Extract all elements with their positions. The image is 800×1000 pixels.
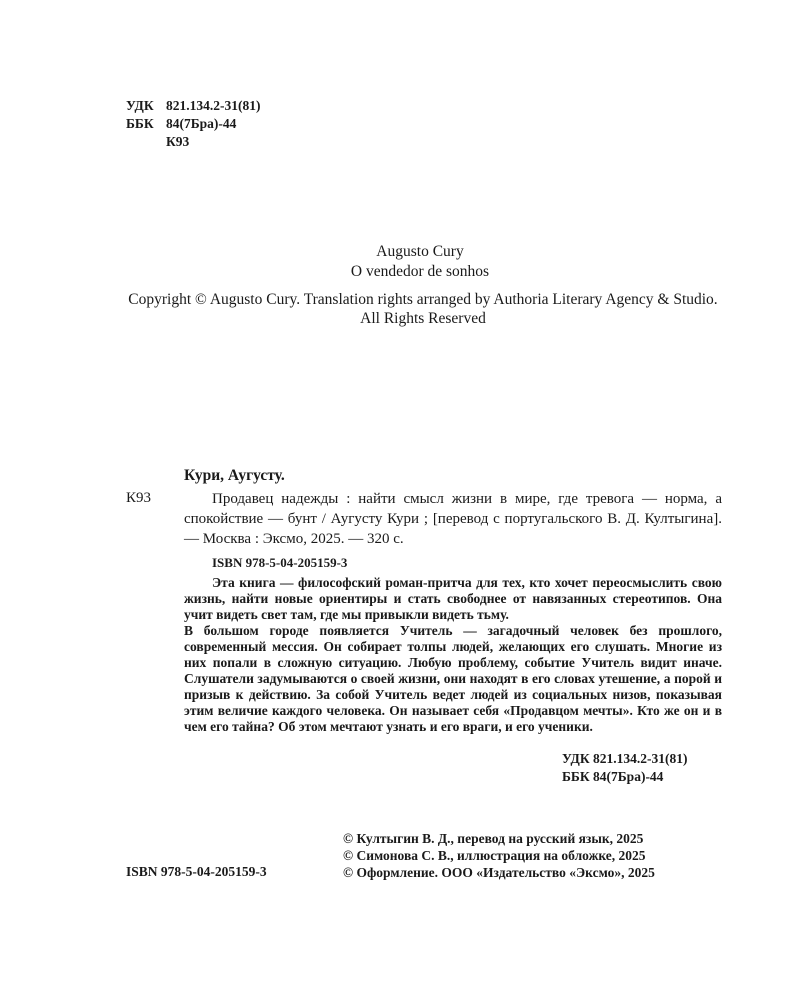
udk-label: УДК — [126, 98, 154, 113]
original-title: O vendedor de sonhos — [350, 263, 490, 280]
bbk-value: 84(7Бра)-44 — [166, 116, 237, 131]
copyright-illustration: © Симонова С. В., иллюстрация на обложке, 2025 — [343, 848, 646, 863]
annotation-paragraph-1: Эта книга — философский роман-притча для тех, кто хочет переосмыслить свою жизнь, найти новые ориентиры и стать свободнее от навязанных стереотипов. Она учит видеть свет там, где мы привыкли видеть тьму. — [184, 575, 722, 622]
catalog-bbk: ББК 84(7Бра)-44 — [562, 769, 664, 784]
annotation-paragraph-2: В большом городе появляется Учитель — загадочный человек без прошлого, современный мессия. Он собирает толпы людей, желающих его слушать. Многие из них попали в сложную ситуацию. Любую проблему, событие Учитель видит иначе. Слушатели задумываются о своей жизни, они находят в его словах утешение, а порой и призыв к действию. За собой Учитель ведет людей из социальных низов, показывая этим величие каждого человека. Он называет себя «Продавцом мечты». Кто же он и в чем его тайна? Об этом мечтают узнать и его враги, и его ученики. — [184, 623, 722, 734]
copyright-list — [343, 830, 655, 881]
udk-value: 821.134.2-31(81) — [166, 98, 261, 113]
annotation — [184, 575, 722, 735]
original-author: Augusto Cury — [376, 243, 464, 260]
copyright-design: © Оформление. ООО «Издательство «Эксмо», 2025 — [343, 865, 655, 880]
bbk-label: ББК — [126, 116, 154, 131]
author-mark-row — [126, 133, 261, 151]
copyright-translation: © Култыгин В. Д., перевод на русский язык, 2025 — [343, 831, 644, 846]
original-edition — [120, 242, 720, 282]
bottom-isbn: ISBN 978-5-04-205159-3 — [126, 864, 267, 879]
catalog-description: Продавец надежды : найти смысл жизни в мире, где тревога — норма, а спокойствие — бунт / Аугусту Кури ; [перевод с португальского В. Д. Култыгина]. — Москва : Эксмо, 2025. — 320 с. — [184, 491, 722, 547]
catalog-isbn: ISBN 978-5-04-205159-3 — [212, 555, 348, 570]
author-mark: К93 — [166, 134, 190, 149]
classification-codes — [126, 97, 261, 151]
bbk-row — [126, 115, 261, 133]
udk-row — [126, 97, 261, 115]
catalog-classification — [562, 750, 687, 786]
catalog-author-mark: К93 — [126, 490, 152, 506]
catalog-udk: УДК 821.134.2-31(81) — [562, 751, 688, 766]
catalog-author-heading: Кури, Аугусту. — [184, 467, 285, 484]
original-copyright: Copyright © Augusto Cury. Translation rights arranged by Authoria Literary Agency & Studio. All Rights Reserved — [128, 291, 718, 327]
